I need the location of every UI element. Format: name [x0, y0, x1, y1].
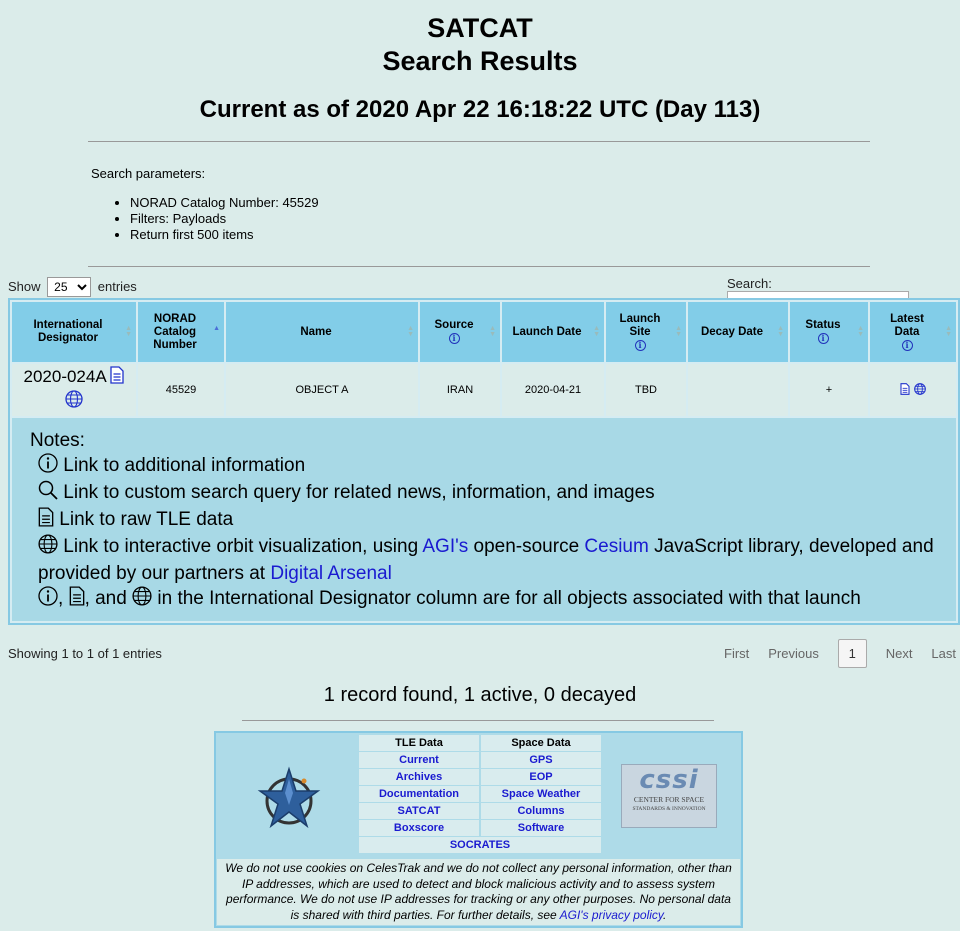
cell-name: OBJECT A: [226, 364, 418, 416]
globe-icon: [132, 586, 152, 613]
sort-icon: ▲ ▼: [675, 325, 682, 338]
col-source[interactable]: Source i ▲ ▼: [420, 302, 500, 362]
document-icon: [69, 586, 85, 613]
nav-link-boxscore[interactable]: Boxscore: [359, 820, 479, 836]
note-item: Link to interactive orbit visualization, using AGI's open-source Cesium JavaScript library, developed and provided by our partners at Digital Arsenal: [38, 536, 934, 584]
footer-nav-table: [357, 734, 603, 854]
info-icon: [38, 453, 58, 480]
nav-link-archives[interactable]: Archives: [359, 769, 479, 785]
cell-latest-data: [870, 364, 956, 416]
show-label: Show: [8, 279, 41, 294]
search-parameters-label: Search parameters:: [91, 166, 206, 181]
note-item: , , and in the International Designator column are for all objects associated with that launch: [38, 586, 938, 613]
nav-link-space-weather[interactable]: Space Weather: [481, 786, 601, 802]
cell-status: +: [790, 364, 868, 416]
cell-launch-date: 2020-04-21: [502, 364, 604, 416]
note-item: Link to raw TLE data: [38, 507, 938, 534]
note-item: Link to custom search query for related news, information, and images: [38, 480, 938, 507]
record-summary: 1 record found, 1 active, 0 decayed: [323, 684, 637, 706]
nav-link-software[interactable]: Software: [481, 820, 601, 836]
page-header: [0, 12, 960, 78]
pagination: [724, 639, 956, 668]
divider-params: [88, 266, 870, 267]
param-item: • Return first 500 items: [130, 227, 691, 243]
page-title: SATCAT: [427, 13, 533, 43]
col-launch-date[interactable]: Launch Date ▲ ▼: [502, 302, 604, 362]
notes: [12, 418, 956, 621]
entries-label: entries: [97, 279, 137, 294]
footer-nav: [357, 734, 603, 854]
col-norad-catalog-number[interactable]: NORAD Catalog Number ▲: [138, 302, 224, 362]
cssi-logo-text: cssi: [639, 765, 699, 795]
info-icon[interactable]: i: [818, 333, 829, 344]
page-next[interactable]: Next: [885, 646, 913, 661]
col-status[interactable]: Status i ▲ ▼: [790, 302, 868, 362]
nav-link-gps[interactable]: GPS: [481, 752, 601, 768]
info-icon[interactable]: i: [902, 340, 913, 351]
page-last[interactable]: Last: [931, 646, 956, 661]
search-parameters-list: [91, 195, 691, 243]
col-launch-site[interactable]: Launch Site i ▲ ▼: [606, 302, 686, 362]
page-current[interactable]: 1: [838, 639, 867, 668]
cssi-logo-line2: STANDARDS & INNOVATION: [632, 806, 706, 812]
length-control: [8, 277, 137, 297]
search-icon: [38, 480, 58, 507]
col-decay-date[interactable]: Decay Date ▲ ▼: [688, 302, 788, 362]
cssi-logo[interactable]: [621, 764, 717, 828]
nav-link-eop[interactable]: EOP: [481, 769, 601, 785]
current-as-of: Current as of 2020 Apr 22 16:18:22 UTC (Day 113): [199, 96, 761, 123]
celestrak-logo[interactable]: [256, 765, 322, 836]
nav-link-socrates[interactable]: SOCRATES: [359, 837, 601, 853]
sort-icon: ▲ ▼: [593, 325, 600, 338]
sort-icon: ▲ ▼: [407, 325, 414, 338]
privacy-policy-link[interactable]: AGI's privacy policy: [559, 907, 664, 922]
document-icon[interactable]: [900, 383, 910, 398]
page-previous[interactable]: Previous: [768, 646, 819, 661]
cell-international-designator: [12, 364, 136, 416]
intl-designator-link[interactable]: 2020-024A: [23, 367, 106, 386]
col-international-designator[interactable]: International Designator ▲ ▼: [12, 302, 136, 362]
sort-icon: ▲ ▼: [857, 325, 864, 338]
notes-list: [30, 453, 938, 613]
table-info: Showing 1 to 1 of 1 entries: [8, 646, 162, 661]
digital-arsenal-link[interactable]: Digital Arsenal: [270, 563, 392, 584]
page-subtitle: Search Results: [382, 46, 578, 76]
document-icon[interactable]: [110, 366, 124, 390]
page-first[interactable]: First: [724, 646, 750, 661]
cell-source: IRAN: [420, 364, 500, 416]
sort-asc-icon: ▲: [213, 325, 220, 332]
col-name[interactable]: Name ▲ ▼: [226, 302, 418, 362]
info-icon: [38, 586, 58, 613]
globe-icon[interactable]: [914, 383, 926, 398]
search-parameters: [91, 166, 691, 243]
search-label: Search:: [727, 276, 772, 292]
sort-icon: ▲ ▼: [125, 325, 132, 338]
info-icon[interactable]: i: [449, 333, 460, 344]
globe-icon[interactable]: [65, 390, 83, 414]
notes-row: [12, 418, 956, 621]
cell-norad: 45529: [138, 364, 224, 416]
cell-decay-date: [688, 364, 788, 416]
nav-link-current[interactable]: Current: [359, 752, 479, 768]
param-item: • Filters: Payloads: [130, 211, 691, 227]
note-item: Link to additional information: [38, 453, 938, 480]
cell-launch-site: TBD: [606, 364, 686, 416]
nav-header-space: Space Data: [481, 735, 601, 751]
privacy-disclaimer: We do not use cookies on CelesTrak and we do not collect any personal information, other than IP addresses, which are used to detect and block malicious activity and to assess system performance. We do not use IP addresses for tracking or any other purposes. No personal data is shared with third parties. For further details, see AGI's privacy policy.: [217, 859, 740, 925]
notes-heading: Notes:: [30, 430, 85, 451]
sort-icon: ▲ ▼: [945, 325, 952, 338]
sort-icon: ▲ ▼: [489, 325, 496, 338]
site-footer: [214, 731, 743, 928]
globe-icon: [38, 534, 58, 561]
info-icon[interactable]: i: [635, 340, 646, 351]
param-item: • NORAD Catalog Number: 45529: [130, 195, 691, 211]
entries-per-page-select[interactable]: [47, 277, 91, 297]
nav-link-documentation[interactable]: Documentation: [359, 786, 479, 802]
divider-top: [88, 141, 870, 142]
sort-icon: ▲ ▼: [777, 325, 784, 338]
divider-bottom: [242, 720, 714, 721]
results-table: [10, 300, 958, 623]
nav-link-satcat[interactable]: SATCAT: [359, 803, 479, 819]
agi-link[interactable]: AGI's: [422, 536, 469, 557]
nav-header-tle: TLE Data: [359, 735, 479, 751]
document-icon: [38, 507, 54, 534]
col-latest-data[interactable]: Latest Data i ▲ ▼: [870, 302, 956, 362]
nav-link-columns[interactable]: Columns: [481, 803, 601, 819]
results-table-container: [8, 298, 960, 625]
cesium-link[interactable]: Cesium: [584, 536, 649, 557]
table-row: [12, 364, 956, 416]
cssi-logo-line1: CENTER FOR SPACE: [633, 795, 705, 804]
